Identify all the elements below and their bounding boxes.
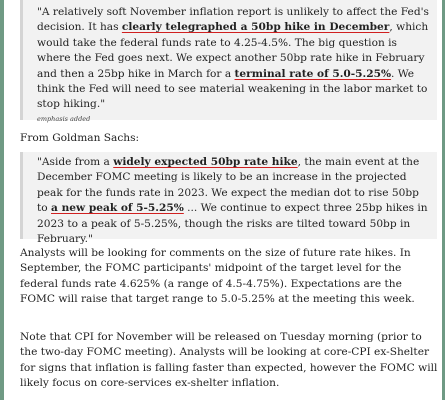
blockquote-text <box>37 155 429 247</box>
blockquote-goldman-sachs <box>20 152 437 246</box>
blockquote-forecast <box>20 0 437 123</box>
emphasis-highlight: widely expected 50bp rate hike <box>113 156 298 168</box>
paragraph-analysts: Analysts will be looking for comments on the size of future rate hikes. In September, the FOMC participants' midpoint of the target level for the federal funds rate 4.625% (a range of 4.5-4.75%). Expectations are the FOMC will raise that target range to 5.0-5.25% at the meeting this week. <box>20 247 415 306</box>
quote-text-segment: "A relatively soft November inflation report is unlikely to affect the Fed's decision. It has <box>37 6 429 34</box>
quote-text-segment: , the main event at the December FOMC meeting is likely to be an increase in the projected peak for the funds rate in 2023. We expect the median dot to rise 50bp to <box>37 156 420 215</box>
quote-text-segment: , which would take the federal funds rate to 4.25-4.5%. The big question is where the Fed goes next. We expect another 50bp rate hike in February and then a 25bp hike in March for a <box>37 21 429 80</box>
source-label: From Goldman Sachs: <box>20 132 140 144</box>
paragraph-cpi-note: Note that CPI for November will be released on Tuesday morning (prior to the two-day FOMC meeting). Analysts will be looking at core-CPI ex-Shelter for signs that inflation is falling faster than expected, however the FOMC will likely focus on core-services ex-shelter inflation. <box>20 331 438 390</box>
quote-text-segment: ... We continue to expect three 25bp hikes in 2023 to a peak of 5-5.25%, though the risks are tilted toward 50bp in February." <box>37 202 428 246</box>
emphasis-highlight: clearly telegraphed a 50bp hike in December <box>121 21 390 34</box>
quote-text-segment: . We think the Fed will need to see material weakening in the labor market to stop hiking." <box>37 67 428 111</box>
quote-text-segment: "Aside from a <box>37 156 114 168</box>
emphasis-highlight: terminal rate of 5.0-5.25% <box>234 67 392 80</box>
blockquote-text <box>37 5 429 113</box>
emphasis-highlight: a new peak of 5-5.25% <box>51 202 184 215</box>
emphasis-note: emphasis added <box>37 114 91 123</box>
